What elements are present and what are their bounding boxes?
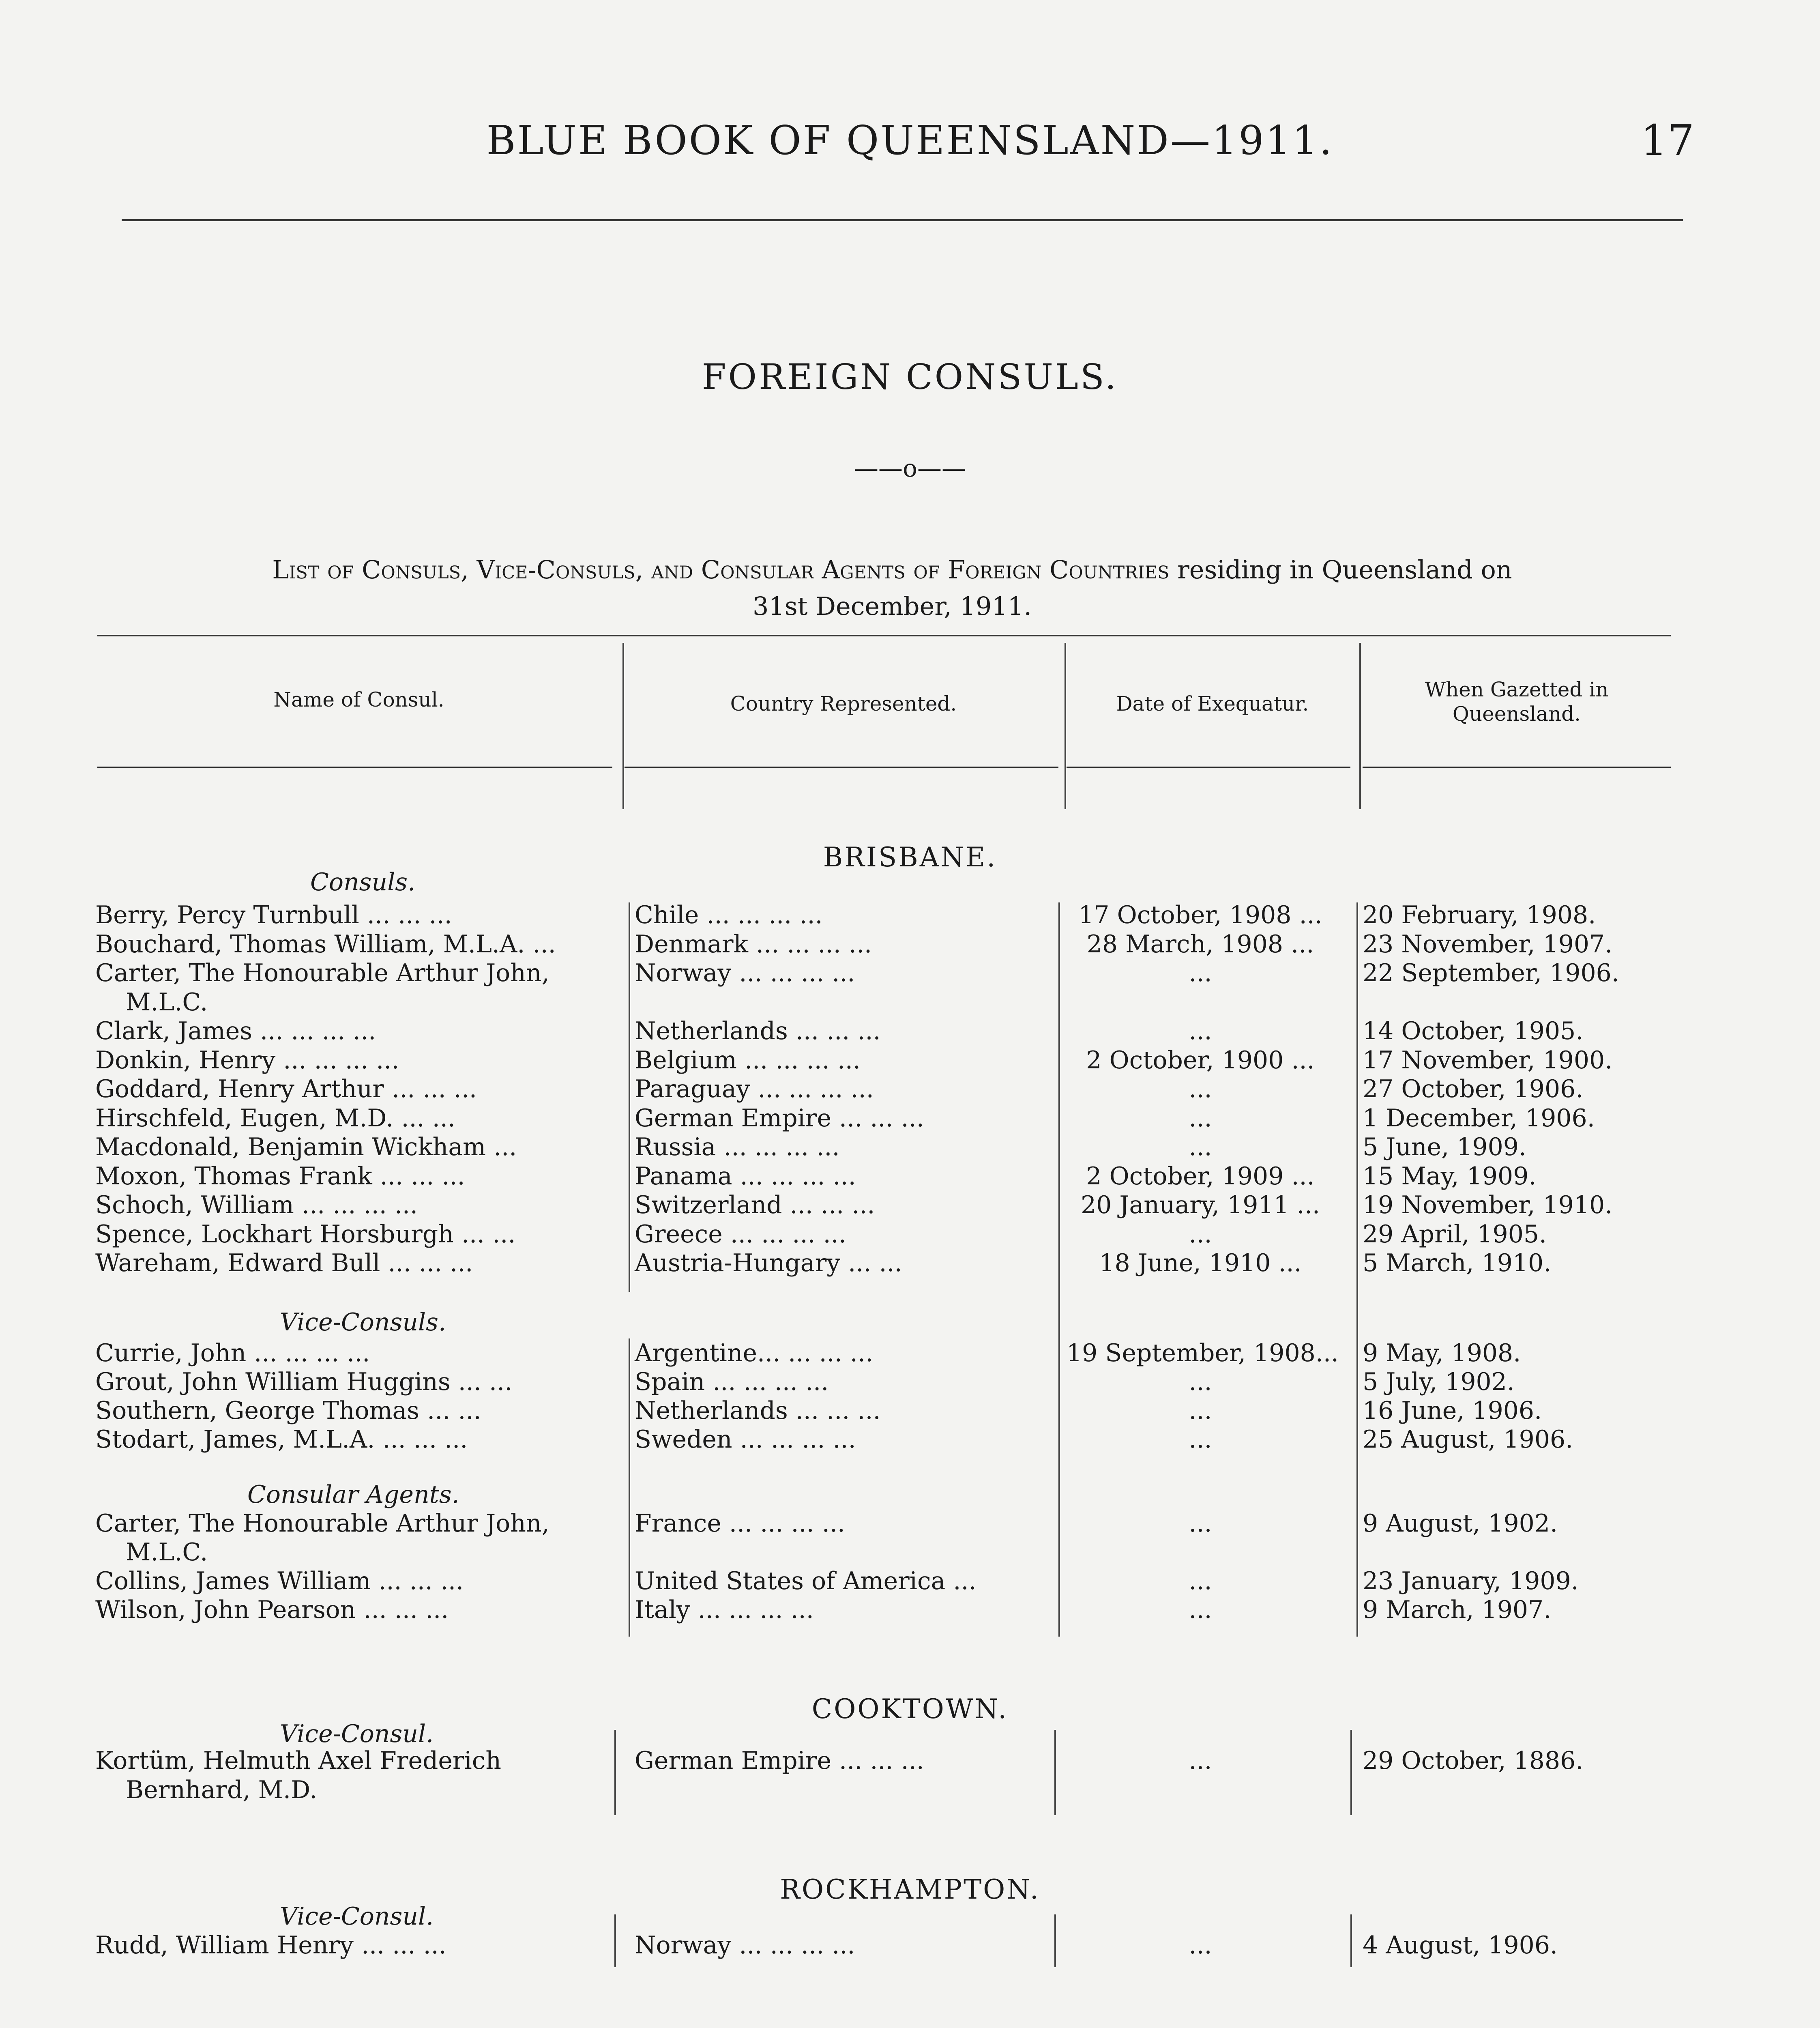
cell-gazetted: 25 August, 1906. [1363, 1425, 1573, 1454]
cell-gazetted: 9 August, 1902. [1363, 1509, 1558, 1538]
table-row [0, 1396, 1820, 1425]
column-head-gazetted-line2: Queensland. [1452, 702, 1581, 726]
colhead-rule-2 [625, 767, 1058, 768]
cell-country: Netherlands ... ... ... [635, 1017, 881, 1045]
cell-country: German Empire ... ... ... [635, 1747, 924, 1775]
colhead-rule-4 [1363, 767, 1671, 768]
cell-gazetted: 19 November, 1910. [1363, 1191, 1613, 1219]
cell-country: Austria-Hungary ... ... [635, 1249, 902, 1277]
running-header: BLUE BOOK OF QUEENSLAND—1911. [486, 118, 1334, 164]
intro-line1-rest: residing in Queensland on [1169, 555, 1512, 584]
cell-name: Rudd, William Henry ... ... ... [95, 1931, 446, 1959]
intro-line2: 31st December, 1911. [752, 591, 1032, 621]
cell-gazetted: 5 July, 1902. [1363, 1368, 1515, 1396]
cell-name: Southern, George Thomas ... ... [95, 1396, 481, 1425]
cell-name: Kortüm, Helmuth Axel Frederich [95, 1747, 501, 1775]
cell-exequatur: 18 June, 1910 ... [1099, 1249, 1302, 1277]
table-row [0, 1566, 1820, 1596]
cell-country: Chile ... ... ... ... [635, 901, 823, 929]
cell-exequatur: ... [1189, 1220, 1212, 1248]
table-row [0, 1425, 1820, 1454]
cell-gazetted: 22 September, 1906. [1363, 959, 1619, 987]
table-top-rule [97, 635, 1671, 636]
cell-country: Panama ... ... ... ... [635, 1162, 856, 1190]
cell-exequatur: ... [1189, 1396, 1212, 1425]
table-row [0, 1367, 1820, 1396]
cell-name: Macdonald, Benjamin Wickham ... [95, 1133, 517, 1161]
table-row [0, 1338, 1820, 1368]
cell-name: Bernhard, M.D. [126, 1776, 318, 1804]
cell-exequatur: 19 September, 1908... [1067, 1339, 1339, 1367]
cell-country: Sweden ... ... ... ... [635, 1425, 856, 1454]
cell-name: Clark, James ... ... ... ... [95, 1017, 376, 1045]
cell-country: United States of America ... [635, 1567, 977, 1595]
cell-name: Bouchard, Thomas William, M.L.A. ... [95, 930, 556, 958]
cell-gazetted: 23 November, 1907. [1363, 930, 1613, 958]
cell-name: Schoch, William ... ... ... ... [95, 1191, 418, 1219]
table-row [0, 1190, 1820, 1220]
cell-name: Wilson, John Pearson ... ... ... [95, 1596, 449, 1624]
intro-line1-smallcaps: List of Consuls, Vice-Consuls, and Consular Agents of Foreign Countries [272, 555, 1170, 584]
cell-country: Switzerland ... ... ... [635, 1191, 875, 1219]
ornament-rule: ——o—— [854, 454, 966, 483]
cell-gazetted: 9 March, 1907. [1363, 1596, 1552, 1624]
cell-gazetted: 5 March, 1910. [1363, 1249, 1552, 1277]
cell-name: Carter, The Honourable Arthur John, [95, 1509, 549, 1538]
cell-name: Goddard, Henry Arthur ... ... ... [95, 1075, 477, 1103]
table-row [0, 1746, 1820, 1775]
table-row [0, 1595, 1820, 1624]
colhead-rule-3 [1067, 767, 1350, 768]
table-row [0, 900, 1820, 930]
cell-gazetted: 17 November, 1900. [1363, 1046, 1613, 1074]
cell-gazetted: 23 January, 1909. [1363, 1567, 1579, 1595]
table-row [0, 1132, 1820, 1162]
page-number: 17 [1640, 116, 1694, 165]
colhead-divider-1 [622, 643, 624, 809]
table-row [0, 930, 1820, 959]
cell-name: Carter, The Honourable Arthur John, [95, 959, 549, 987]
cell-exequatur: 2 October, 1900 ... [1086, 1046, 1315, 1074]
table-row [0, 1074, 1820, 1104]
cell-country: Spain ... ... ... ... [635, 1368, 829, 1396]
cell-exequatur: ... [1189, 1567, 1212, 1595]
cell-gazetted: 16 June, 1906. [1363, 1396, 1542, 1425]
cell-exequatur: 20 January, 1911 ... [1080, 1191, 1320, 1219]
place-heading-brisbane: BRISBANE. [823, 842, 997, 873]
cell-name: Moxon, Thomas Frank ... ... ... [95, 1162, 465, 1190]
place-heading-cooktown: COOKTOWN. [811, 1693, 1009, 1725]
cell-country: Denmark ... ... ... ... [635, 930, 872, 958]
cell-country: Russia ... ... ... ... [635, 1133, 840, 1161]
cell-exequatur: ... [1189, 1075, 1212, 1103]
group-heading-cooktown-vice-consul: Vice-Consul. [280, 1720, 434, 1748]
cell-gazetted: 14 October, 1905. [1363, 1017, 1584, 1045]
cell-name: Spence, Lockhart Horsburgh ... ... [95, 1220, 516, 1248]
place-heading-rockhampton: ROCKHAMPTON. [780, 1874, 1040, 1905]
header-rule [122, 219, 1683, 221]
cell-country: German Empire ... ... ... [635, 1104, 924, 1132]
cell-name: M.L.C. [126, 1538, 208, 1566]
cell-country: Netherlands ... ... ... [635, 1396, 881, 1425]
cell-exequatur: ... [1189, 1747, 1212, 1775]
cell-exequatur: 17 October, 1908 ... [1078, 901, 1322, 929]
cell-name: Collins, James William ... ... ... [95, 1567, 464, 1595]
cell-exequatur: ... [1189, 1133, 1212, 1161]
colhead-divider-2 [1065, 643, 1066, 809]
table-row [0, 1046, 1820, 1075]
cell-gazetted: 1 December, 1906. [1363, 1104, 1595, 1132]
colhead-divider-3 [1359, 643, 1361, 809]
column-head-gazetted-line1: When Gazetted in [1425, 678, 1609, 701]
table-row [0, 958, 1820, 988]
cell-exequatur: 28 March, 1908 ... [1086, 930, 1314, 958]
cell-exequatur: ... [1189, 1104, 1212, 1132]
table-row [0, 1775, 1820, 1805]
column-head-name: Name of Consul. [273, 688, 444, 711]
cell-gazetted: 20 February, 1908. [1363, 901, 1596, 929]
cell-country: Belgium ... ... ... ... [635, 1046, 861, 1074]
table-row [0, 1538, 1820, 1567]
intro-text [182, 552, 1602, 625]
cell-name: Wareham, Edward Bull ... ... ... [95, 1249, 473, 1277]
cell-name: Donkin, Henry ... ... ... ... [95, 1046, 399, 1074]
cell-exequatur: ... [1189, 1509, 1212, 1538]
cell-gazetted: 29 October, 1886. [1363, 1747, 1584, 1775]
cell-country: France ... ... ... ... [635, 1509, 845, 1538]
cell-country: Paraguay ... ... ... ... [635, 1075, 874, 1103]
cell-gazetted: 27 October, 1906. [1363, 1075, 1584, 1103]
cell-exequatur: ... [1189, 1596, 1212, 1624]
cell-name: Currie, John ... ... ... ... [95, 1339, 370, 1367]
table-row [0, 1248, 1820, 1278]
cell-country: Greece ... ... ... ... [635, 1220, 846, 1248]
cell-country: Norway ... ... ... ... [635, 959, 855, 987]
table-row [0, 988, 1820, 1017]
cell-name: Hirschfeld, Eugen, M.D. ... ... [95, 1104, 455, 1132]
cell-gazetted: 5 June, 1909. [1363, 1133, 1527, 1161]
table-row [0, 1104, 1820, 1133]
cell-gazetted: 9 May, 1908. [1363, 1339, 1521, 1367]
cell-gazetted: 29 April, 1905. [1363, 1220, 1547, 1248]
cell-exequatur: ... [1189, 1368, 1212, 1396]
group-heading-rockhampton-vice-consul: Vice-Consul. [280, 1902, 434, 1931]
cell-exequatur: ... [1189, 1017, 1212, 1045]
column-head-exequatur: Date of Exequatur. [1116, 692, 1309, 715]
group-heading-consuls: Consuls. [310, 868, 416, 896]
colhead-rule-1 [97, 767, 612, 768]
cell-exequatur: 2 October, 1909 ... [1086, 1162, 1315, 1190]
cell-name: Berry, Percy Turnbull ... ... ... [95, 901, 452, 929]
table-row [0, 1509, 1820, 1538]
column-head-gazetted [1363, 677, 1671, 726]
cell-country: Norway ... ... ... ... [635, 1931, 855, 1959]
group-heading-vice-consuls: Vice-Consuls. [280, 1308, 446, 1336]
cell-exequatur: ... [1189, 1931, 1212, 1959]
column-head-country: Country Represented. [730, 692, 957, 715]
table-row [0, 1016, 1820, 1046]
cell-name: Stodart, James, M.L.A. ... ... ... [95, 1425, 468, 1454]
table-row [0, 1931, 1820, 1960]
cell-country: Italy ... ... ... ... [635, 1596, 814, 1624]
cell-exequatur: ... [1189, 959, 1212, 987]
cell-name: M.L.C. [126, 988, 208, 1016]
table-row [0, 1162, 1820, 1191]
section-title: FOREIGN CONSULS. [702, 357, 1118, 397]
cell-exequatur: ... [1189, 1425, 1212, 1454]
cell-gazetted: 4 August, 1906. [1363, 1931, 1558, 1959]
group-heading-consular-agents: Consular Agents. [247, 1480, 459, 1509]
cell-name: Grout, John William Huggins ... ... [95, 1368, 513, 1396]
cell-gazetted: 15 May, 1909. [1363, 1162, 1537, 1190]
cell-country: Argentine... ... ... ... [635, 1339, 874, 1367]
table-row [0, 1220, 1820, 1249]
